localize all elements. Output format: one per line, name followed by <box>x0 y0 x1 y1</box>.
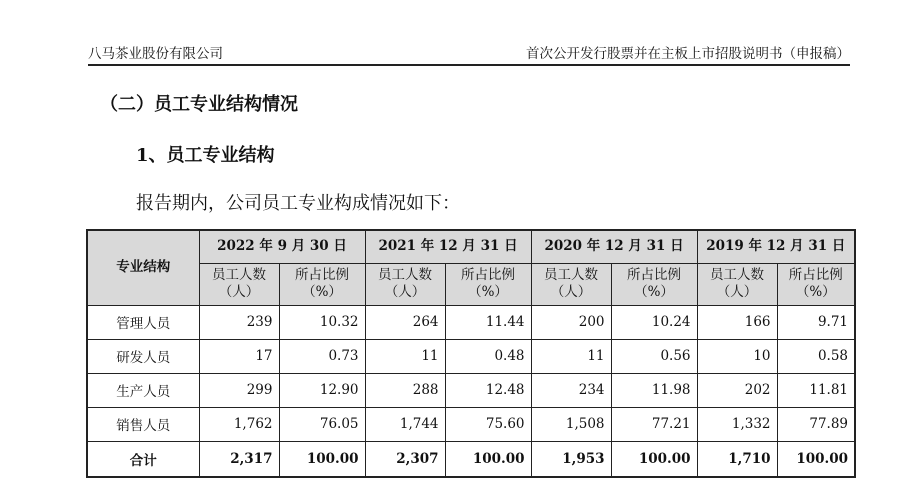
section-title: （二）员工专业结构情况 <box>100 94 298 115</box>
count-column-header: 员工人数（人） <box>531 263 611 305</box>
page-header <box>88 40 850 66</box>
table-header-row-columns <box>87 263 855 305</box>
percent-column-header: 所占比例（%） <box>445 263 531 305</box>
cell-value: 77.21 <box>611 407 697 441</box>
cell-value: 234 <box>531 373 611 407</box>
total-value: 1,710 <box>697 441 777 477</box>
total-value: 100.00 <box>445 441 531 477</box>
table-row <box>87 373 855 407</box>
count-column-header: 员工人数（人） <box>365 263 445 305</box>
row-label: 研发人员 <box>87 339 199 373</box>
period-header: 2020 年 12 月 31 日 <box>531 230 697 263</box>
company-name: 八马茶业股份有限公司 <box>88 46 223 62</box>
total-value: 100.00 <box>279 441 365 477</box>
cell-value: 10 <box>697 339 777 373</box>
cell-value: 12.48 <box>445 373 531 407</box>
cell-value: 1,762 <box>199 407 279 441</box>
total-value: 1,953 <box>531 441 611 477</box>
table-row <box>87 305 855 339</box>
cell-value: 264 <box>365 305 445 339</box>
cell-value: 202 <box>697 373 777 407</box>
cell-value: 11.98 <box>611 373 697 407</box>
row-header-label: 专业结构 <box>87 230 199 305</box>
count-column-header: 员工人数（人） <box>199 263 279 305</box>
row-label: 管理人员 <box>87 305 199 339</box>
count-column-header: 员工人数（人） <box>697 263 777 305</box>
cell-value: 11 <box>531 339 611 373</box>
cell-value: 299 <box>199 373 279 407</box>
cell-value: 77.89 <box>777 407 855 441</box>
table-header-row-periods <box>87 230 855 263</box>
cell-value: 11.81 <box>777 373 855 407</box>
table-row <box>87 339 855 373</box>
cell-value: 200 <box>531 305 611 339</box>
percent-column-header: 所占比例（%） <box>777 263 855 305</box>
cell-value: 11 <box>365 339 445 373</box>
cell-value: 17 <box>199 339 279 373</box>
cell-value: 75.60 <box>445 407 531 441</box>
cell-value: 166 <box>697 305 777 339</box>
cell-value: 0.56 <box>611 339 697 373</box>
intro-paragraph: 报告期内，公司员工专业构成情况如下： <box>136 193 460 214</box>
cell-value: 0.73 <box>279 339 365 373</box>
cell-value: 0.48 <box>445 339 531 373</box>
cell-value: 9.71 <box>777 305 855 339</box>
cell-value: 288 <box>365 373 445 407</box>
period-header: 2021 年 12 月 31 日 <box>365 230 531 263</box>
total-value: 100.00 <box>777 441 855 477</box>
cell-value: 10.32 <box>279 305 365 339</box>
total-value: 100.00 <box>611 441 697 477</box>
cell-value: 1,508 <box>531 407 611 441</box>
cell-value: 239 <box>199 305 279 339</box>
subsection-title: 1、员工专业结构 <box>136 145 275 166</box>
percent-column-header: 所占比例（%） <box>611 263 697 305</box>
employee-structure-table <box>86 229 856 478</box>
cell-value: 10.24 <box>611 305 697 339</box>
cell-value: 11.44 <box>445 305 531 339</box>
row-label: 销售人员 <box>87 407 199 441</box>
document-title: 首次公开发行股票并在主板上市招股说明书（申报稿） <box>526 46 850 62</box>
total-row <box>87 441 855 477</box>
cell-value: 0.58 <box>777 339 855 373</box>
table-row <box>87 407 855 441</box>
total-value: 2,307 <box>365 441 445 477</box>
cell-value: 1,332 <box>697 407 777 441</box>
row-label: 生产人员 <box>87 373 199 407</box>
total-label: 合计 <box>87 441 199 477</box>
period-header: 2022 年 9 月 30 日 <box>199 230 365 263</box>
period-header: 2019 年 12 月 31 日 <box>697 230 855 263</box>
cell-value: 1,744 <box>365 407 445 441</box>
cell-value: 76.05 <box>279 407 365 441</box>
percent-column-header: 所占比例（%） <box>279 263 365 305</box>
total-value: 2,317 <box>199 441 279 477</box>
cell-value: 12.90 <box>279 373 365 407</box>
